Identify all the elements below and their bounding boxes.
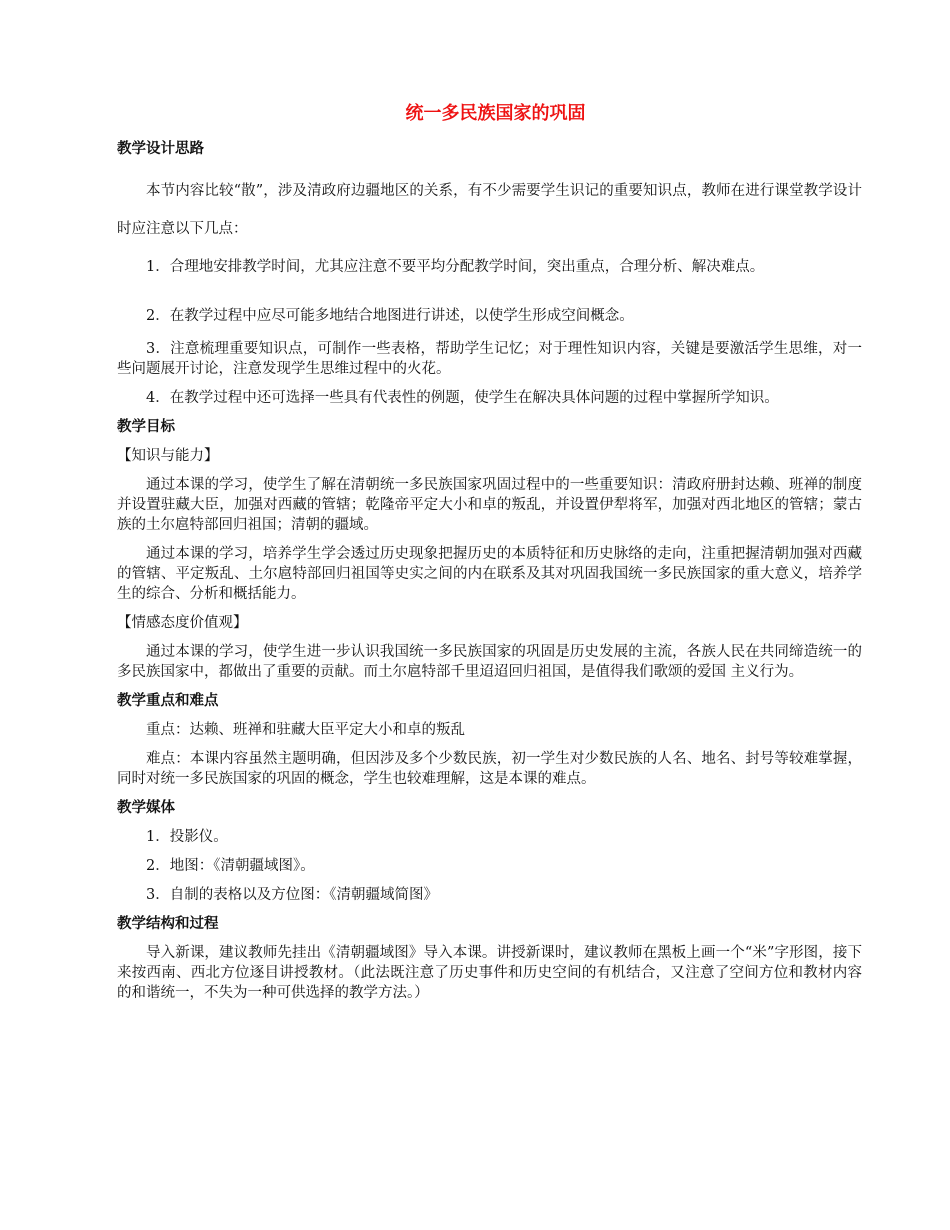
media-item-2: 2．地图：《清朝疆域图》。 bbox=[146, 858, 315, 874]
knowledge-paragraph-1: 通过本课的学习，使学生了解在清朝统一多民族国家巩固过程中的一些重要知识：清政府册封达赖、班禅的制度并设置驻藏大臣，加强对西藏的管辖；乾隆帝平定大小和卓的叛乱，并设置伊犁将军，加强对西北地区的管辖；蒙古族的土尔扈特部回归祖国；清朝的疆域。 bbox=[117, 477, 862, 533]
heading-design: 教学设计思路 bbox=[117, 141, 204, 157]
heading-media: 教学媒体 bbox=[117, 800, 175, 816]
heading-structure: 教学结构和过程 bbox=[117, 916, 219, 932]
heading-goals: 教学目标 bbox=[117, 419, 175, 435]
key-point: 重点：达赖、班禅和驻藏大臣平定大小和卓的叛乱 bbox=[146, 722, 465, 738]
difficulty: 难点：本课内容虽然主题明确，但因涉及多个少数民族，初一学生对少数民族的人名、地名、封号等较难掌握，同时对统一多民族国家的巩固的概念，学生也较难理解，这是本课的难点。 bbox=[117, 751, 862, 787]
document-title: 统一多民族国家的巩固 bbox=[405, 103, 586, 124]
design-item-3: 3．注意梳理重要知识点，可制作一些表格，帮助学生记忆；对于理性知识内容，关键是要激活学生思维，对一些问题展开讨论，注意发现学生思维过程中的火花。 bbox=[117, 341, 862, 377]
media-item-1: 1．投影仪。 bbox=[146, 829, 228, 845]
design-intro: 本节内容比较“散”，涉及清政府边疆地区的关系，有不少需要学生识记的重要知识点，教师在进行课堂教学设计时应注意以下几点： bbox=[117, 183, 862, 237]
design-item-1: 1．合理地安排教学时间，尤其应注意不要平均分配教学时间，突出重点，合理分析、解决难点。 bbox=[146, 259, 765, 275]
emotion-paragraph: 通过本课的学习，使学生进一步认识我国统一多民族国家的巩固是历史发展的主流，各族人民在共同缔造统一的多民族国家中，都做出了重要的贡献。而土尔扈特部千里迢迢回归祖国，是值得我们歌颂的爱国 主义行为。 bbox=[117, 644, 862, 680]
design-item-2: 2．在教学过程中应尽可能多地结合地图进行讲述，以使学生形成空间概念。 bbox=[146, 308, 634, 324]
media-item-3: 3．自制的表格以及方位图：《清朝疆域简图》 bbox=[146, 887, 438, 903]
emotion-label: 【情感态度价值观】 bbox=[117, 615, 248, 631]
design-item-4: 4．在教学过程中还可选择一些具有代表性的例题，使学生在解决具体问题的过程中掌握所学知识。 bbox=[146, 390, 779, 406]
heading-focus: 教学重点和难点 bbox=[117, 693, 219, 709]
knowledge-label: 【知识与能力】 bbox=[117, 448, 219, 464]
structure-text: 导入新课，建议教师先挂出《清朝疆域图》导入本课。讲授新课时，建议教师在黑板上画一个“米”字形图，接下来按西南、西北方位逐目讲授教材。（此法既注意了历史事件和历史空间的有机结合，又注意了空间方位和教材内容的和谐统一，不失为一种可供选择的教学方法。） bbox=[117, 945, 862, 1001]
knowledge-paragraph-2: 通过本课的学习，培养学生学会透过历史现象把握历史的本质特征和历史脉络的走向，注重把握清朝加强对西藏的管辖、平定叛乱、土尔扈特部回归祖国等史实之间的内在联系及其对巩固我国统一多民族国家的重大意义，培养学生的综合、分析和概括能力。 bbox=[117, 546, 862, 602]
